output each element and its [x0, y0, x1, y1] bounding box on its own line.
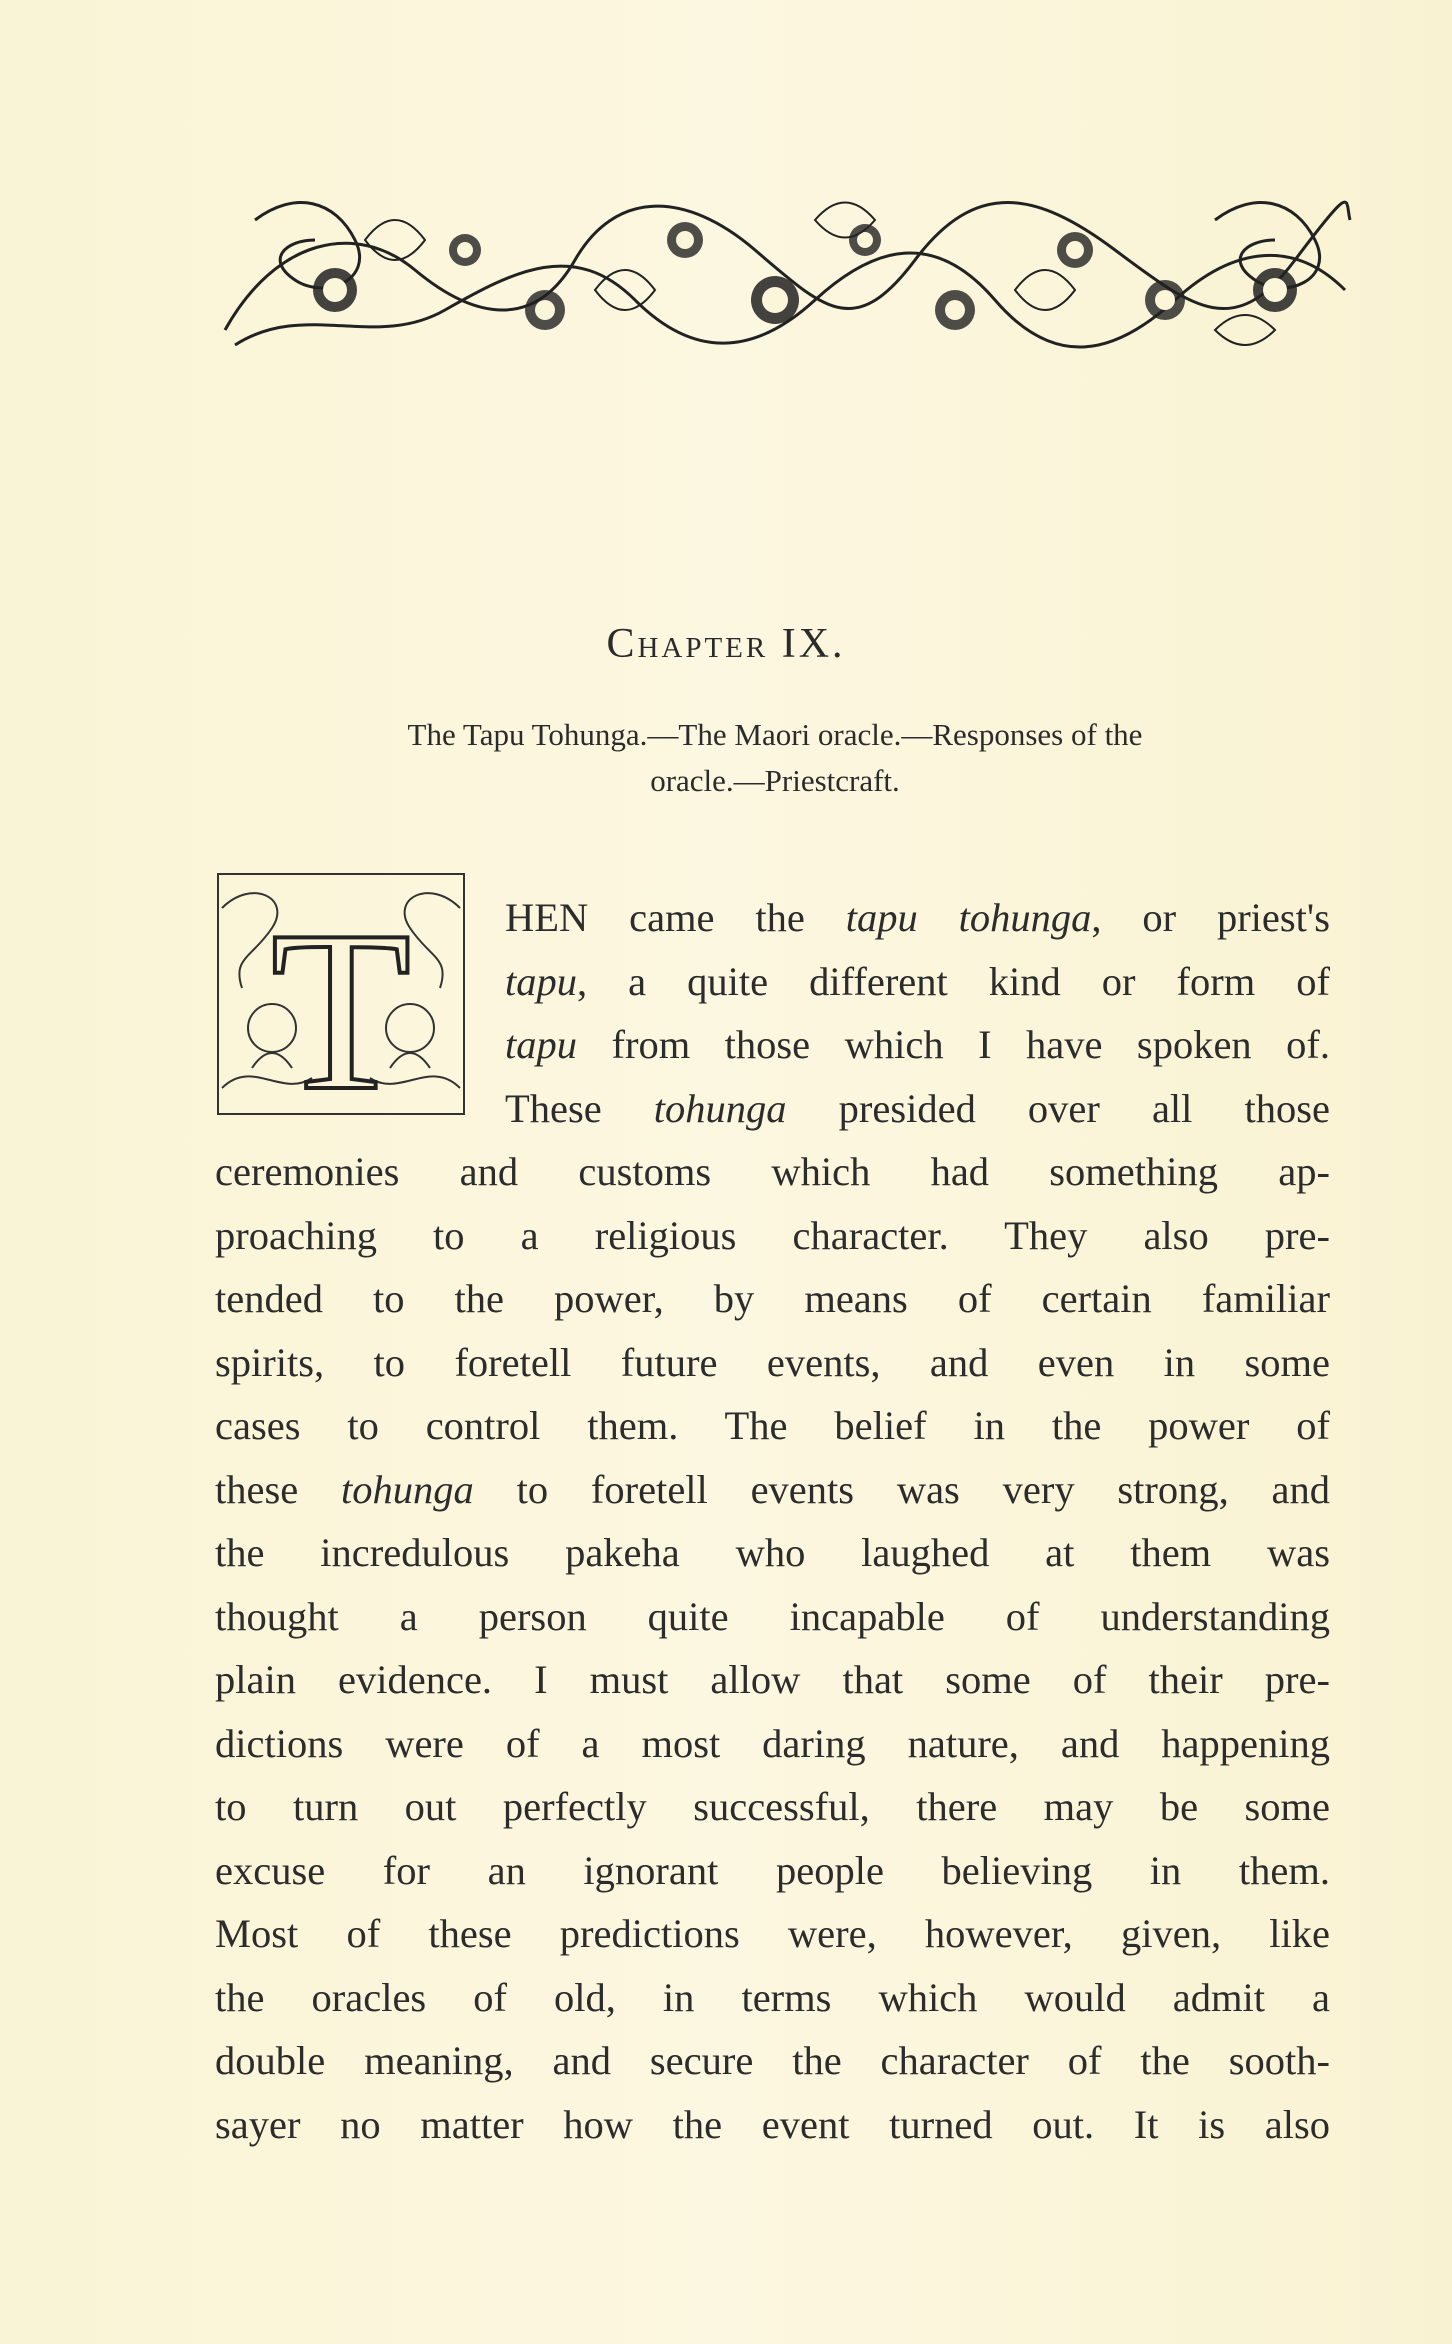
italic-term: tapu [505, 1022, 578, 1067]
text-line: thought a person quite incapable of understanding [215, 1593, 1330, 1639]
summary-line: The Tapu Tohunga.—The Maori oracle.—Responses of the [407, 717, 1143, 752]
initial-letter: T [270, 883, 412, 1120]
text-line: Most of these predictions were, however, given, like [215, 1911, 1330, 1956]
text-line: ceremonies and customs which had something ap- [215, 1149, 1330, 1194]
chapter-title: Chapter IX. [606, 621, 846, 667]
text-line: sayer no matter how the event turned out. It is also [215, 2101, 1330, 2147]
summary-line: oracle.—Priestcraft. [650, 763, 900, 798]
text-line: proaching to a religious character. They also pre- [215, 1212, 1330, 1258]
text-line: tapu, a quite different kind or form of [505, 958, 1330, 1004]
italic-term: tohunga [653, 1085, 787, 1131]
text-line: plain evidence. I must allow that some of their pre- [215, 1657, 1330, 1702]
text-line: double meaning, and secure the character of the sooth- [215, 2038, 1330, 2083]
text-line: spirits, to foretell future events, and even in some [215, 1339, 1330, 1385]
text-line: dictions were of a most daring nature, and happening [215, 1720, 1330, 1766]
text-line: to turn out perfectly successful, there may be some [215, 1784, 1330, 1829]
text-line: tended to the power, by means of certain familiar [215, 1276, 1330, 1321]
text-line: the incredulous pakeha who laughed at them was [215, 1530, 1330, 1575]
body-paragraph [215, 886, 1330, 2156]
text-line: HEN came the tapu tohunga, or priest's [505, 895, 1330, 940]
italic-term: tapu [505, 958, 578, 1004]
text-line: the oracles of old, in terms which would admit a [215, 1974, 1330, 2020]
text-line: These tohunga presided over all those [505, 1085, 1330, 1131]
italic-term: tohunga [341, 1466, 474, 1512]
text-line: cases to control them. The belief in the power of [215, 1403, 1330, 1448]
ornamental-headpiece [215, 180, 1355, 365]
chapter-summary [250, 712, 1300, 804]
italic-term: tapu tohunga [845, 895, 1092, 940]
text-line: tapu from those which I have spoken of. [505, 1022, 1330, 1067]
text-line: excuse for an ignorant people believing in them. [215, 1847, 1330, 1893]
text-line: these tohunga to foretell events was very strong, and [215, 1466, 1331, 1512]
